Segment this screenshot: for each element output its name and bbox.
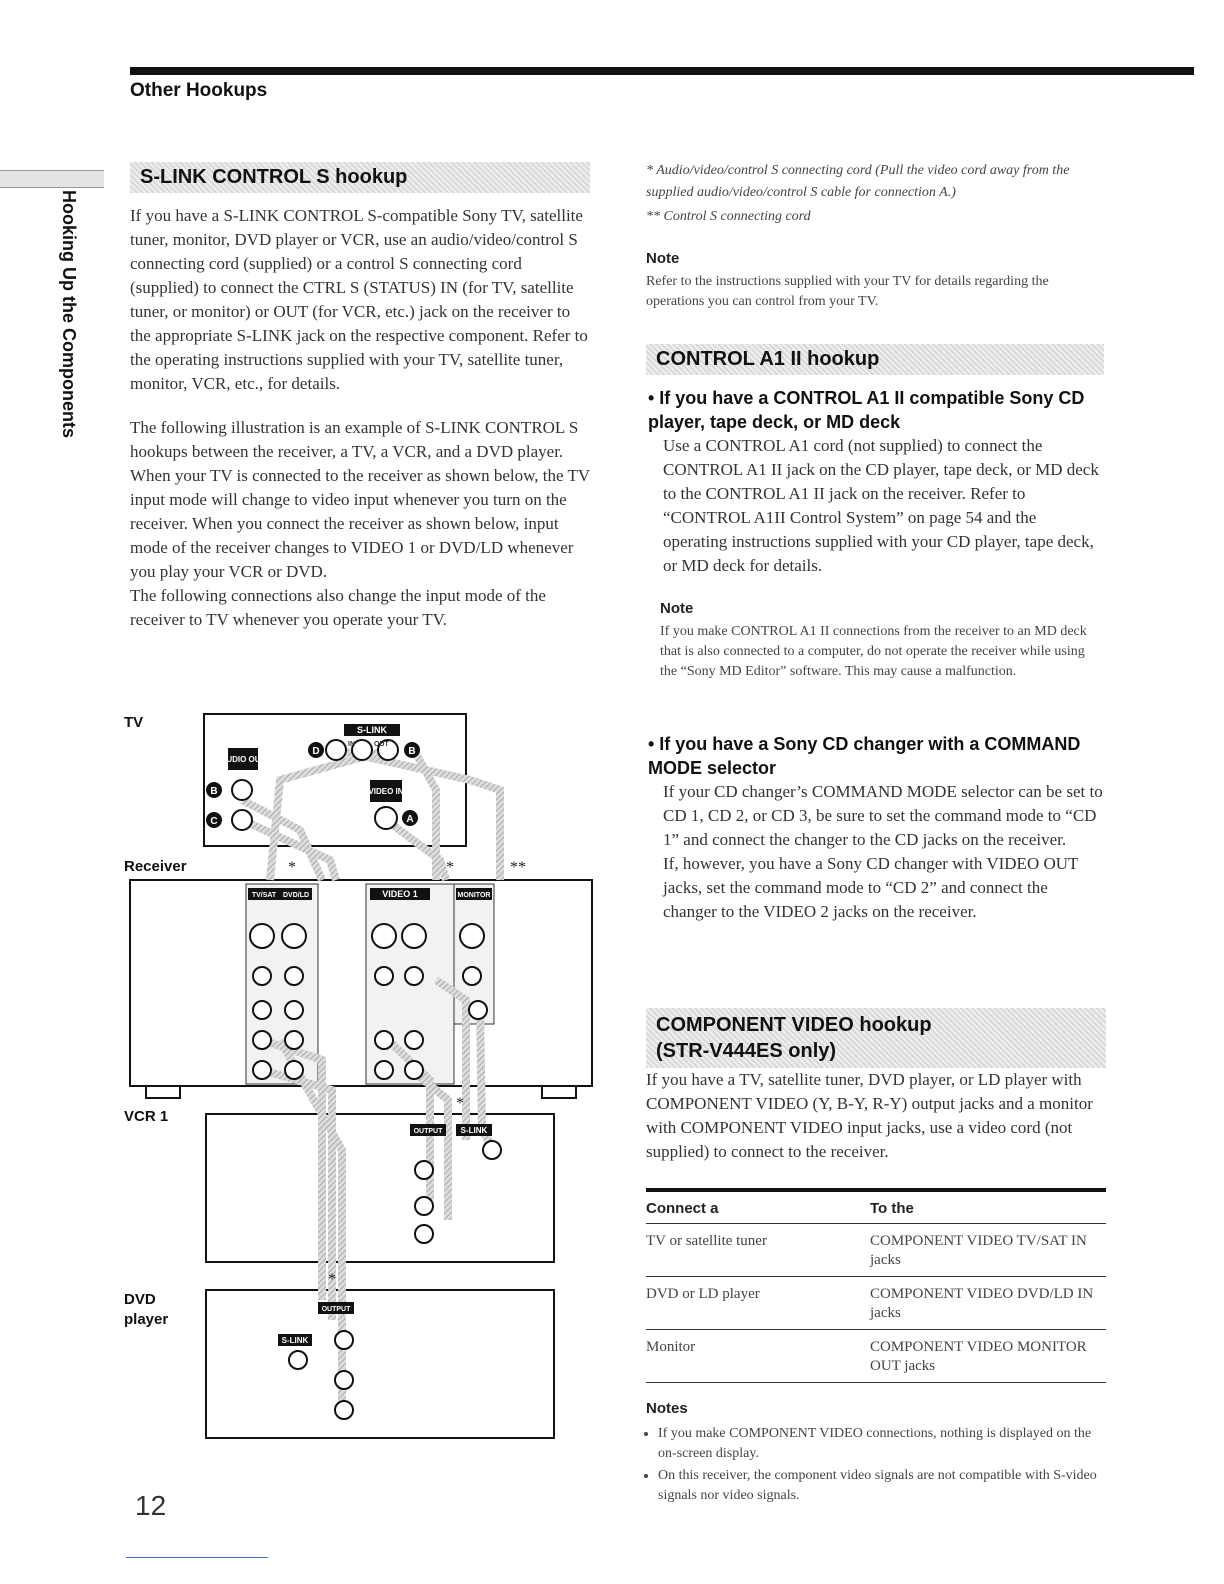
svg-text:S-LINK: S-LINK (281, 1336, 309, 1345)
svg-text:VIDEO 1: VIDEO 1 (382, 889, 418, 899)
svg-text:**: ** (510, 859, 526, 876)
svg-text:MONITOR: MONITOR (457, 892, 491, 899)
slink-heading: S-LINK CONTROL S hookup (130, 162, 590, 193)
table-row: TV or satellite tuner COMPONENT VIDEO TV/SAT IN jacks (646, 1224, 1106, 1277)
control-a1-bullet-1-heading: • If you have a CONTROL A1 II compatible Sony CD player, tape deck, or MD deck (648, 388, 1085, 432)
slink-para-2: The following illustration is an example of S-LINK CONTROL S hookups between the receiver, a TV, a VCR, and a DVD player. When your TV is connected to the receiver as shown below, the TV input mode will change to video input whenever you turn on the receiver. When you connect the receiver as shown below, input mode of the receiver changes to VIDEO 1 or DVD/LD whenever you play your VCR or DVD. (130, 418, 590, 581)
list-item: • If you make COMPONENT VIDEO connections, nothing is displayed on the on-screen display. (658, 1424, 1108, 1464)
svg-text:B: B (408, 746, 416, 757)
note-1-text: Refer to the instructions supplied with your TV for details regarding the operations you can control from your TV. (646, 274, 1049, 309)
svg-text:*: * (328, 1271, 336, 1288)
slink-para-1: If you have a S-LINK CONTROL S-compatible Sony TV, satellite tuner, monitor, DVD player or VCR, use an audio/video/control S connecting cord (supplied) or a control S connecting cord (supplied) to connect the CTRL S (STATUS) IN (for TV, satellite tuner, or monitor) or OUT (for VCR, etc.) jack on the receiver to the appropriate S-LINK jack on the respective component. Refer to the operating instructions supplied with your TV, satellite tuner, monitor, VCR, etc., for details. (130, 206, 588, 393)
vcr-box (206, 1114, 554, 1262)
svg-text:*: * (288, 859, 296, 876)
footnote-1: * Audio/video/control S connecting cord (Pull the video cord away from the supplied audio/video/control S cable for connection A.) (646, 163, 1070, 200)
svg-text:*: * (456, 1095, 464, 1112)
table-header-connect: Connect a (646, 1190, 870, 1224)
component-heading (646, 1008, 1106, 1068)
component-text: If you have a TV, satellite tuner, DVD player, or LD player with COMPONENT VIDEO (Y, B-Y, R-Y) output jacks and a monitor with COMPONENT VIDEO input jacks, use a video cord (not supplied) to connect to the receiver. (646, 1070, 1093, 1161)
page-number: 12 (135, 1490, 167, 1521)
slink-para-3: The following connections also change the input mode of the receiver to TV whenever you operate your TV. (130, 586, 546, 629)
video-in-tag: VIDEO IN (368, 787, 404, 796)
control-a1-bullet-2-text-2: If, however, you have a Sony CD changer with VIDEO OUT jacks, set the command mode to “CD 2” and connect the changer to the VIDEO 2 jacks on the receiver. (663, 854, 1079, 921)
svg-text:S-LINK: S-LINK (460, 1126, 488, 1135)
label-dvd: DVD player (124, 1291, 169, 1328)
component-table (646, 1188, 1106, 1383)
note-1-heading: Note (646, 250, 680, 267)
svg-text:OUTPUT: OUTPUT (413, 1128, 443, 1135)
component-heading-line-1: COMPONENT VIDEO hookup (656, 1014, 932, 1036)
footnote-2: ** Control S connecting cord (646, 209, 811, 224)
chapter-tab-text: Hooking Up the Components (59, 190, 79, 438)
tv-slink-tag: S-LINK (357, 725, 387, 735)
control-a1-bullet-2-text-1: If your CD changer’s COMMAND MODE selector can be set to CD 1, CD 2, or CD 3, be sure to set the command mode to “CD 1” and connect the changer to the CD jacks on the receiver. (663, 782, 1103, 849)
dvd-box (206, 1290, 554, 1438)
control-a1-note-heading: Note (660, 600, 694, 617)
svg-text:A: A (406, 814, 414, 825)
svg-text:IN: IN (348, 741, 355, 748)
table-row: DVD or LD player COMPONENT VIDEO DVD/LD IN jacks (646, 1277, 1106, 1330)
control-a1-bullet-2-body (663, 780, 1103, 924)
receiver-box (130, 880, 592, 1086)
control-a1-heading: CONTROL A1 II hookup (646, 344, 1104, 375)
bottom-rule (126, 1557, 268, 1558)
svg-text:D: D (312, 746, 320, 757)
svg-text:OUTPUT: OUTPUT (321, 1306, 351, 1313)
label-tv: TV (124, 714, 144, 731)
list-item: • On this receiver, the component video signals are not compatible with S-video signals nor video signals. (658, 1466, 1108, 1506)
control-a1-note-text: If you make CONTROL A1 II connections from the receiver to an MD deck that is also connected to a computer, do not operate the receiver while using the “Sony MD Editor” software. This may cause a malfunction. (660, 624, 1087, 679)
svg-text:B: B (210, 786, 218, 797)
svg-text:DVD/LD: DVD/LD (282, 892, 310, 899)
component-notes (646, 1424, 1108, 1508)
table-row: Monitor COMPONENT VIDEO MONITOR OUT jacks (646, 1330, 1106, 1383)
svg-text:*: * (446, 859, 454, 876)
table-header-to: To the (870, 1190, 1106, 1224)
section-title: Other Hookups (130, 80, 268, 101)
control-a1-bullet-2-heading: • If you have a Sony CD changer with a COMMAND MODE selector (648, 734, 1081, 778)
control-a1-bullet-1-text: Use a CONTROL A1 cord (not supplied) to connect the CONTROL A1 II jack on the CD player, tape deck, or MD deck to the CONTROL A1 II jack on the receiver. Refer to “CONTROL A1II Control System” on page 54 and the operating instructions supplied with your CD player, tape deck, or MD deck for details. (663, 436, 1099, 575)
component-notes-heading: Notes (646, 1400, 688, 1417)
svg-text:OUT: OUT (374, 741, 389, 748)
component-heading-line-2: (STR-V444ES only) (656, 1040, 837, 1062)
label-receiver: Receiver (124, 858, 187, 875)
svg-text:C: C (210, 816, 218, 827)
label-vcr: VCR 1 (124, 1108, 169, 1125)
audio-out-tag: AUDIO OUT (220, 755, 266, 764)
svg-text:TV/SAT: TV/SAT (251, 892, 277, 899)
